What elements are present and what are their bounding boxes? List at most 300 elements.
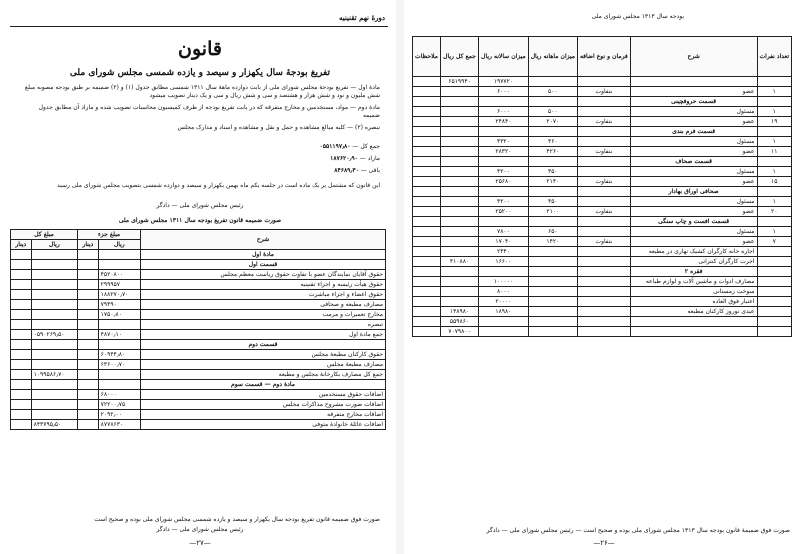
cell-desc: مسئول (630, 197, 757, 207)
cell-count (757, 127, 791, 137)
budget-table (412, 36, 792, 337)
cell-yearly (479, 97, 529, 107)
cell-total (31, 410, 78, 420)
cell-remarks (413, 317, 441, 327)
cell-remarks (413, 127, 441, 137)
cell-count (757, 287, 791, 297)
cell-monthly: ۲۱۴۰ (528, 177, 577, 187)
table-row (413, 307, 792, 317)
table-row (11, 340, 386, 350)
col-header-desc: شرح (141, 230, 386, 250)
cell-note (577, 127, 630, 137)
cell-remarks (413, 307, 441, 317)
cell-note: بتفاوت (577, 117, 630, 127)
cell-desc: عضو (630, 87, 757, 97)
cell-remarks (413, 117, 441, 127)
cell-note (577, 107, 630, 117)
cell-monthly (528, 297, 577, 307)
cell-remarks (413, 327, 441, 337)
cell-total (440, 157, 478, 167)
cell-desc: مسئول (630, 107, 757, 117)
cell-desc: قسمت فرم بندی (630, 127, 757, 137)
col-header-desc: شرح (630, 37, 757, 77)
cell-part-dinar (78, 330, 99, 340)
cell-total-dinar (11, 370, 32, 380)
cell-yearly: ۶۰۰۰ (479, 107, 529, 117)
table-row (413, 267, 792, 277)
cell-note (577, 137, 630, 147)
table-caption: صورت ضمیمه قانون تفریغ بودجه سال ۱۳۱۱ مجلس شورای ملی (118, 217, 282, 224)
cell-desc: عضو (630, 117, 757, 127)
cell-total-dinar (11, 290, 32, 300)
cell-yearly: ۲۵۶۸۰ (479, 177, 529, 187)
cell-desc: حقوق اعضاء و اجزاء مباشرت (141, 290, 386, 300)
cell-total-dinar (11, 320, 32, 330)
subheader-dinar: دینار (78, 240, 99, 250)
cell-count (757, 307, 791, 317)
cell-desc: عضو (630, 147, 757, 157)
cell-total (440, 87, 478, 97)
cell-monthly: ۳۵۰ (528, 167, 577, 177)
cell-desc: اجاره خانه کارگران کشیک نهاری در مطبعه (630, 247, 757, 257)
cell-total (440, 297, 478, 307)
cell-total-dinar (11, 400, 32, 410)
cell-remarks (413, 207, 441, 217)
cell-desc: مسئول (630, 227, 757, 237)
table-row (413, 127, 792, 137)
table-footer-signature: رئیس مجلس شورای ملی — دادگر (156, 526, 244, 533)
cell-part: ۶۰۹۴۴٫۸۰ (98, 350, 140, 360)
cell-count (757, 297, 791, 307)
cell-desc: قسمت صحاف (630, 157, 757, 167)
cell-note (577, 247, 630, 257)
cell-remarks (413, 257, 441, 267)
table-row (413, 87, 792, 97)
cell-part (98, 340, 140, 350)
cell-desc: اضافات حقوق مستخدمین (141, 390, 386, 400)
cell-part-dinar (78, 390, 99, 400)
table-row (11, 260, 386, 270)
cell-monthly (528, 267, 577, 277)
cell-count (757, 317, 791, 327)
sum-line-1: جمع کل — ۰۵۵۱۱۹۷٫۸۰ (319, 143, 380, 150)
cell-total (440, 237, 478, 247)
cell-part (98, 370, 140, 380)
cell-count: ۷ (757, 237, 791, 247)
cell-yearly (479, 217, 529, 227)
cell-monthly (528, 317, 577, 327)
cell-monthly: ۵۰۰ (528, 87, 577, 97)
cell-desc: حقوق آقایان نمایندگان عضو با تفاوت حقوق ریاست معظم مجلس (141, 270, 386, 280)
cell-remarks (413, 277, 441, 287)
cell-note: بتفاوت (577, 147, 630, 157)
cell-monthly (528, 187, 577, 197)
cell-monthly (528, 157, 577, 167)
cell-total (440, 187, 478, 197)
cell-monthly (528, 307, 577, 317)
table-row (413, 177, 792, 187)
cell-total (440, 167, 478, 177)
cell-desc (630, 327, 757, 337)
cell-count: ۱۱ (757, 147, 791, 157)
cell-count: ۱ (757, 87, 791, 97)
cell-count (757, 327, 791, 337)
cell-yearly: ۱۶۶۰۰ (479, 257, 529, 267)
cell-yearly: ۱۹۷۷۲۰ (479, 77, 529, 87)
cell-count (757, 277, 791, 287)
cell-note: بتفاوت (577, 207, 630, 217)
left-page (0, 0, 396, 554)
cell-count (757, 157, 791, 167)
cell-desc: مادهٔ دوم — قسمت سوم (141, 380, 386, 390)
cell-yearly (479, 327, 529, 337)
subheader-dinar: دینار (11, 240, 32, 250)
cell-monthly: ۳۵۰ (528, 197, 577, 207)
table-row (413, 97, 792, 107)
closing-text: این قانون که مشتمل بر یک ماده است در جلسه یکم ماه بهمن یکهزار و سیصد و دوازده شمسی بتصویب مجلس شورای ملی رسید (57, 182, 380, 189)
cell-desc: عضو (630, 177, 757, 187)
table-row (413, 147, 792, 157)
cell-desc: قسمت دوم (141, 340, 386, 350)
law-paragraph-1: مادهٔ اول — تفریغ بودجهٔ مجلس شورای ملی از بابت دوازده ماههٔ سال ۱۳۱۱ شمسی مطابق جدول (۱) و (۲) ضمیمه بر طبق بودجه مصوبه مبلغ شش ملیون و نود و شش هزار و هشتصد و سی و شش ریال و سی و یک دینار تصویب میشود (24, 84, 380, 99)
table-row (413, 287, 792, 297)
cell-part: ۷۲۲۰۰٫۷۵ (98, 400, 140, 410)
cell-monthly (528, 257, 577, 267)
cell-monthly (528, 247, 577, 257)
cell-total (440, 227, 478, 237)
cell-part-dinar (78, 260, 99, 270)
table-row (413, 257, 792, 267)
cell-total (440, 137, 478, 147)
cell-count (757, 97, 791, 107)
cell-remarks (413, 167, 441, 177)
cell-yearly (479, 127, 529, 137)
table-row (11, 420, 386, 430)
cell-total (440, 267, 478, 277)
table-row (413, 187, 792, 197)
cell-desc: اضافات مخارج متفرقه (141, 410, 386, 420)
cell-desc: سوخت زمستانی (630, 287, 757, 297)
page-subtitle: تفریغ بودجهٔ سال یکهزار و سیصد و یازده شمسی مجلس شورای ملی (69, 68, 331, 78)
cell-part-dinar (78, 410, 99, 420)
table-row (11, 360, 386, 370)
cell-part-dinar (78, 380, 99, 390)
cell-part-dinar (78, 300, 99, 310)
table-row (11, 300, 386, 310)
cell-part (98, 250, 140, 260)
cell-count (757, 77, 791, 87)
cell-remarks (413, 97, 441, 107)
cell-remarks (413, 87, 441, 97)
cell-total (440, 287, 478, 297)
table-row (413, 247, 792, 257)
cell-note (577, 157, 630, 167)
table-row (413, 157, 792, 167)
cell-note (577, 197, 630, 207)
cell-total: ۸۴۳۷۹۵٫۵۰ (31, 420, 78, 430)
cell-yearly (479, 187, 529, 197)
cell-desc: جمع مادهٔ اول (141, 330, 386, 340)
cell-part: ۱۷۵۰٫۸۰ (98, 310, 140, 320)
cell-monthly (528, 97, 577, 107)
cell-part-dinar (78, 360, 99, 370)
table-row (11, 410, 386, 420)
table-row (413, 277, 792, 287)
cell-remarks (413, 77, 441, 87)
cell-monthly: ۴۲۶۰ (528, 147, 577, 157)
table-row (413, 117, 792, 127)
cell-total (31, 340, 78, 350)
running-header: بودجه سال ۱۳۱۳ مجلس شورای ملی (591, 13, 684, 20)
cell-total: ۱۰۹۹۵۸۶٫۷۰ (31, 370, 78, 380)
cell-count (757, 217, 791, 227)
cell-total (31, 320, 78, 330)
cell-part: ۸۷۷۸۶۳۰ (98, 420, 140, 430)
cell-total-dinar (11, 380, 32, 390)
cell-total-dinar (11, 280, 32, 290)
cell-count: ۱ (757, 227, 791, 237)
cell-desc: حقوق هیأت رئیسه و اجزاء تقنینیه (141, 280, 386, 290)
cell-count: ۱ (757, 137, 791, 147)
table-footer-text: صورت فوق ضمیمه قانون تفریغ بودجه سال یکهزار و سیصد و یازده شمسی مجلس شورای ملی بوده و صحیح است (94, 516, 380, 523)
table-row (413, 77, 792, 87)
cell-remarks (413, 177, 441, 187)
cell-total-dinar (11, 350, 32, 360)
cell-yearly: ۱۰۰۰۰۰ (479, 277, 529, 287)
table-row (413, 217, 792, 227)
table-row (413, 197, 792, 207)
cell-monthly (528, 217, 577, 227)
cell-part: ۲۹۹۹۵۷ (98, 280, 140, 290)
cell-count: ۱ (757, 197, 791, 207)
table-row (11, 290, 386, 300)
cell-desc: صحافی اوراق بهادار (630, 187, 757, 197)
cell-monthly (528, 77, 577, 87)
cell-total (440, 197, 478, 207)
cell-yearly: ۷۸۰۰ (479, 227, 529, 237)
cell-total (440, 177, 478, 187)
cell-total (440, 117, 478, 127)
cell-part: ۲۰۹۲٫۰۰ (98, 410, 140, 420)
cell-note (577, 167, 630, 177)
cell-count (757, 187, 791, 197)
cell-note (577, 217, 630, 227)
law-paragraph-2: مادهٔ دوم — مواد، مستخدمین و مخارج متفرقه که در بابت تفریغ بودجه از طرف کمیسیون محاسبات تصویب شده و مازاد آن مطابق جدول ضمیمه (38, 104, 380, 119)
cell-total-dinar (11, 300, 32, 310)
cell-yearly: ۲۴۸۴۰ (479, 117, 529, 127)
cell-monthly (528, 127, 577, 137)
table-row (413, 207, 792, 217)
cell-note (577, 257, 630, 267)
table-row (413, 317, 792, 327)
table-row (413, 107, 792, 117)
cell-desc (630, 77, 757, 87)
cell-total: ۴۱۰۸۸۰ (440, 257, 478, 267)
cell-remarks (413, 107, 441, 117)
cell-total-dinar (11, 330, 32, 340)
cell-total (440, 247, 478, 257)
cell-desc: عضو (630, 207, 757, 217)
cell-monthly: ۱۴۲۰ (528, 237, 577, 247)
cell-part-dinar (78, 290, 99, 300)
cell-desc: مخارج تعمیرات و مرمت (141, 310, 386, 320)
col-header-remarks: ملاحظات (413, 37, 441, 77)
cell-note (577, 267, 630, 277)
cell-part-dinar (78, 340, 99, 350)
cell-note: بتفاوت (577, 87, 630, 97)
cell-part: ۴۸۷۰٫۱۰ (98, 330, 140, 340)
page-title: قانون (178, 38, 222, 60)
table-row (413, 327, 792, 337)
col-header-note: فرمان و نوع اضافه (577, 37, 630, 77)
cell-note (577, 187, 630, 197)
col-header-yearly: میزان سالانه ریال (479, 37, 529, 77)
cell-total (31, 310, 78, 320)
cell-note (577, 287, 630, 297)
cell-part: ۶۳۶۰۰٫۷۰ (98, 360, 140, 370)
cell-desc: قسمت اول (141, 260, 386, 270)
cell-total-dinar (11, 410, 32, 420)
cell-desc: عیدی نوروز کارکنان مطبعه (630, 307, 757, 317)
col-header-monthly: میزان ماهانه ریال (528, 37, 577, 77)
cell-yearly: ۶۰۰۰ (479, 87, 529, 97)
cell-yearly (479, 267, 529, 277)
table-row (11, 250, 386, 260)
cell-total: ۷۰۷۹۸۰۰ (440, 327, 478, 337)
cell-total-dinar (11, 260, 32, 270)
cell-part (98, 320, 140, 330)
cell-desc: اعتبار فوق العاده (630, 297, 757, 307)
cell-total (31, 380, 78, 390)
col-header-total: جمع کل ریال (440, 37, 478, 77)
cell-count (757, 267, 791, 277)
cell-desc: جمع کل مصارف بکارخانهٔ مجلس و مطبعه (141, 370, 386, 380)
cell-total: ۵۵۹۸۶۰ (440, 317, 478, 327)
cell-monthly: ۲۰۷۰ (528, 117, 577, 127)
cell-part (98, 380, 140, 390)
cell-desc: مصارف مطبعه و صحافی (141, 300, 386, 310)
cell-total: ۱۴۸۹۸۰ (440, 307, 478, 317)
cell-part-dinar (78, 270, 99, 280)
cell-total (440, 107, 478, 117)
cell-part-dinar (78, 400, 99, 410)
cell-remarks (413, 247, 441, 257)
cell-part-dinar (78, 320, 99, 330)
cell-total (31, 360, 78, 370)
cell-monthly (528, 327, 577, 337)
cell-monthly (528, 287, 577, 297)
col-header-total: مبلغ کل (11, 230, 78, 240)
cell-total (440, 147, 478, 157)
cell-remarks (413, 287, 441, 297)
cell-part-dinar (78, 420, 99, 430)
cell-yearly: ۱۸۹۸۰ (479, 307, 529, 317)
cell-monthly: ۵۰۰ (528, 107, 577, 117)
cell-desc: مسئول (630, 167, 757, 177)
cell-yearly: ۴۳۲۰ (479, 137, 529, 147)
cell-desc: اجرت کارگران کنترانی (630, 257, 757, 267)
page-number: —۲۷— (189, 539, 211, 547)
cell-desc: قسمت افست و چاپ سنگی (630, 217, 757, 227)
closing-signature: رئیس مجلس شورای ملی — دادگر (156, 202, 244, 209)
cell-remarks (413, 217, 441, 227)
cell-count (757, 257, 791, 267)
cell-desc: عضو (630, 237, 757, 247)
table-row (413, 227, 792, 237)
cell-yearly: ۲۰۰۰۰ (479, 297, 529, 307)
col-header-part: مبلغ جزء (78, 230, 141, 240)
cell-yearly (479, 317, 529, 327)
cell-monthly (528, 277, 577, 287)
cell-part: ۴۵۲۰۸۰۰ (98, 270, 140, 280)
cell-remarks (413, 137, 441, 147)
table-row (11, 390, 386, 400)
sum-line-3: باقی — ۸۴۶۸۹٫۳۰ (334, 167, 380, 174)
cell-part-dinar (78, 350, 99, 360)
cell-remarks (413, 297, 441, 307)
cell-part-dinar (78, 280, 99, 290)
cell-monthly: ۲۱۰۰ (528, 207, 577, 217)
table-row (413, 297, 792, 307)
cell-count: ۱۵ (757, 177, 791, 187)
cell-desc: اضافات عائلهٔ خانوادهٔ متوفی (141, 420, 386, 430)
cell-desc (630, 317, 757, 327)
cell-remarks (413, 157, 441, 167)
cell-yearly: ۴۲۰۰ (479, 167, 529, 177)
cell-note (577, 97, 630, 107)
cell-yearly: ۲۵۲۰۰ (479, 207, 529, 217)
sum-line-2: مازاد — ۱۸۷۶۲۰٫۹۰ (330, 155, 380, 162)
cell-total: ۰۵۹۰۲۶۹٫۵۰ (31, 330, 78, 340)
cell-total (31, 290, 78, 300)
table-row (11, 350, 386, 360)
cell-part: ۱۸۸۲۷۰٫۷۰ (98, 290, 140, 300)
cell-desc: اضافات صورت مشروح مذاکرات مجلس (141, 400, 386, 410)
cell-yearly: ۲۸۳۲۰ (479, 147, 529, 157)
cell-total-dinar (11, 420, 32, 430)
cell-total-dinar (11, 250, 32, 260)
cell-total (31, 260, 78, 270)
cell-part-dinar (78, 250, 99, 260)
table-row (413, 167, 792, 177)
cell-remarks (413, 267, 441, 277)
cell-note (577, 297, 630, 307)
cell-monthly: ۶۵۰ (528, 227, 577, 237)
cell-desc: مصارف مطبعهٔ مجلس (141, 360, 386, 370)
cell-total (440, 217, 478, 227)
law-paragraph-3: تبصره (۲) — کلیه مبالغ مشاهده و حمل و نقل و مشاهده و اسناد و مدارک مجلس (177, 124, 380, 131)
cell-note: بتفاوت (577, 237, 630, 247)
cell-note (577, 307, 630, 317)
table-row (11, 330, 386, 340)
cell-count: ۱ (757, 107, 791, 117)
cell-remarks (413, 197, 441, 207)
cell-note (577, 277, 630, 287)
cell-yearly: ۴۲۰۰ (479, 197, 529, 207)
table-row (11, 270, 386, 280)
col-header-count: تعداد نفرات (757, 37, 791, 77)
table-row (413, 237, 792, 247)
cell-part-dinar (78, 310, 99, 320)
cell-part: ۷۹۴۹۰ (98, 300, 140, 310)
cell-total-dinar (11, 340, 32, 350)
cell-part-dinar (78, 370, 99, 380)
cell-total (31, 300, 78, 310)
cell-total (31, 400, 78, 410)
cell-total (31, 390, 78, 400)
cell-total (440, 277, 478, 287)
table-row (11, 370, 386, 380)
